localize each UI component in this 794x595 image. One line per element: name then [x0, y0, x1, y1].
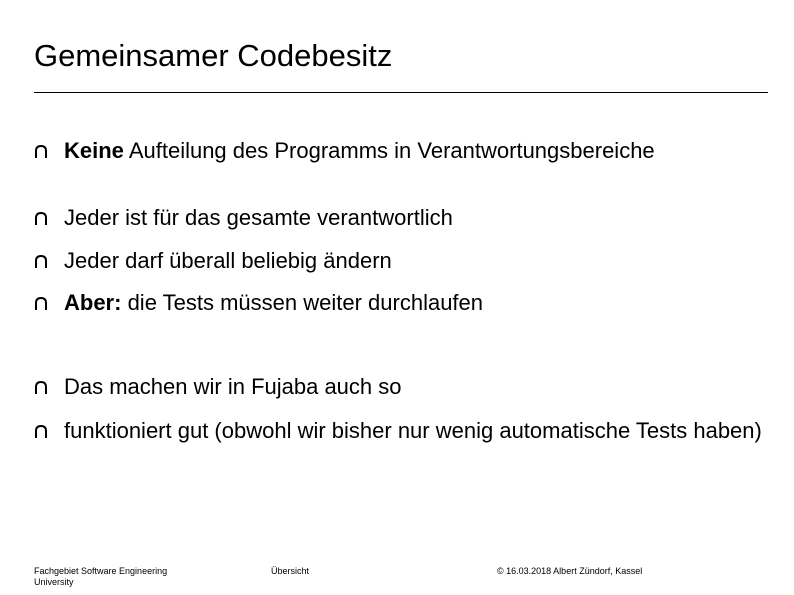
bullet-text [64, 418, 764, 443]
bullet-body: funktioniert gut (obwohl wir bisher nur wenig automatische Tests haben) [64, 418, 762, 443]
footer-department: Fachgebiet Software Engineering [34, 566, 168, 576]
bullet-text [64, 374, 764, 399]
footer-overview-link[interactable]: Übersicht [271, 566, 310, 576]
bullet-circle-icon [34, 145, 48, 158]
bullet-text [64, 205, 764, 230]
bullet-body: die Tests müssen weiter durchlaufen [121, 290, 484, 315]
bullet-emphasis: Aber: [64, 290, 122, 315]
bullet-body: Das machen wir in Fujaba auch so [64, 374, 402, 399]
bullet-text [64, 248, 764, 273]
footer-institution [34, 566, 167, 588]
bullet-circle-icon [34, 255, 48, 268]
bullet-emphasis: Keine [64, 138, 124, 163]
slide-title: Gemeinsamer Codebesitz [34, 38, 393, 73]
bullet-text [64, 290, 764, 315]
bullet-body: Jeder darf überall beliebig ändern [64, 248, 392, 273]
bullet-circle-icon [34, 425, 48, 438]
bullet-body: Aufteilung des Programms in Verantwortungsbereiche [123, 138, 655, 163]
bullet-circle-icon [34, 212, 48, 225]
bullet-body: Jeder ist für das gesamte verantwortlich [64, 205, 453, 230]
bullet-circle-icon [34, 381, 48, 394]
bullet-circle-icon [34, 297, 48, 310]
title-divider [34, 92, 768, 93]
footer-university: University [34, 577, 74, 587]
footer-copyright: © 16.03.2018 Albert Zündorf, Kassel [497, 566, 643, 576]
bullet-text [64, 138, 764, 163]
